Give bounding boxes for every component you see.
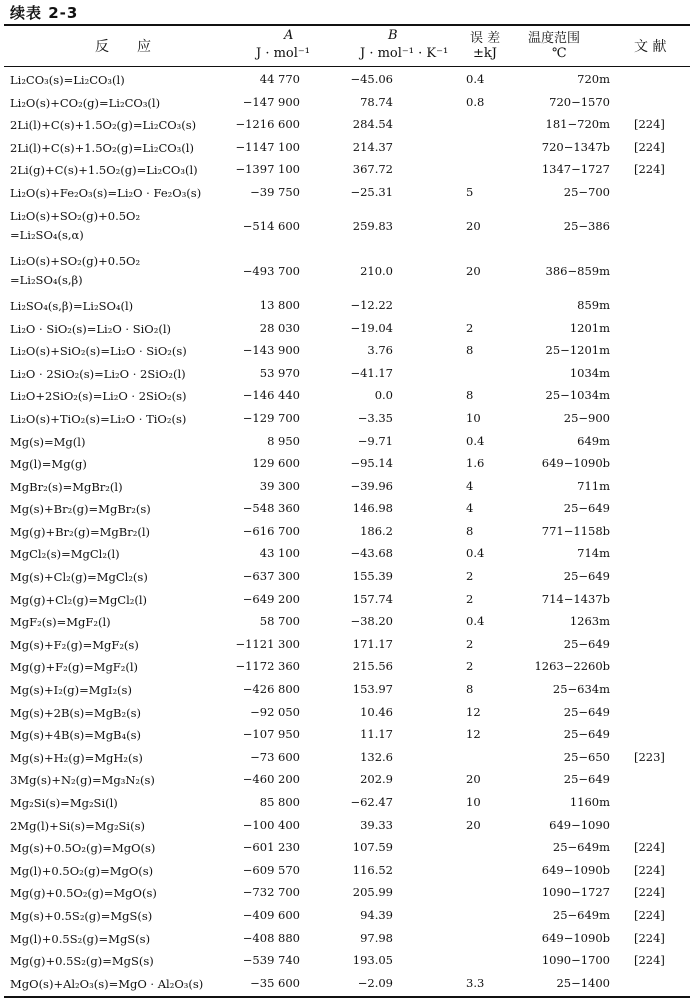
reaction-cell: Mg(s)+2B(s)=MgB₂(s): [10, 705, 141, 720]
error-cell: 8: [466, 388, 474, 403]
a-value-cell: −1397 100: [235, 162, 300, 177]
b-value-cell: 214.37: [352, 139, 393, 154]
a-value-cell: −609 570: [242, 862, 300, 877]
a-value-cell: −493 700: [242, 263, 300, 278]
table-row: [0, 339, 693, 362]
a-value-cell: −460 200: [242, 772, 300, 787]
reaction-cell: Mg(g)+F₂(g)=MgF₂(l): [10, 660, 139, 675]
temperature-range-cell: 771−1158b: [541, 523, 610, 538]
reaction-cell: Mg(g)+0.5O₂(g)=MgO(s): [10, 886, 157, 901]
table-row: [0, 452, 693, 475]
b-value-cell: 367.72: [352, 162, 393, 177]
b-value-cell: 155.39: [352, 569, 393, 584]
table-row: [0, 610, 693, 633]
table-row: [0, 633, 693, 656]
table-row: [0, 520, 693, 543]
a-value-cell: −129 700: [242, 410, 300, 425]
table-row: [0, 542, 693, 565]
error-cell: 20: [466, 218, 481, 233]
table-row: [0, 678, 693, 701]
reaction-cell: MgBr₂(s)=MgBr₂(l): [10, 479, 123, 494]
reaction-cell: [10, 207, 140, 245]
b-value-cell: 146.98: [352, 501, 393, 516]
b-value-cell: 284.54: [352, 117, 393, 132]
header-temperature-unit: ℃: [552, 46, 567, 61]
header-error: 误 差: [470, 31, 501, 46]
reference-cell: [224]: [634, 907, 665, 922]
error-cell: 12: [466, 727, 481, 742]
bottom-rule: [4, 996, 690, 998]
table-row: [0, 881, 693, 904]
a-value-cell: −143 900: [242, 343, 300, 358]
table-row: [0, 158, 693, 181]
temperature-range-cell: 25−649: [563, 636, 610, 651]
reaction-cell: Mg(g)+0.5S₂(g)=MgS(s): [10, 954, 154, 969]
table-row: [0, 294, 693, 317]
reaction-cell: Mg(l)+0.5O₂(g)=MgO(s): [10, 863, 154, 878]
error-cell: 0.4: [466, 433, 485, 448]
table-row: [0, 249, 693, 294]
a-value-cell: 58 700: [259, 614, 300, 629]
table-row: [0, 972, 693, 995]
reaction-cell: 2Li(l)+C(s)+1.5O₂(g)=Li₂CO₃(s): [10, 118, 197, 133]
a-value-cell: −409 600: [242, 907, 300, 922]
b-value-cell: −39.96: [350, 478, 393, 493]
temperature-range-cell: 1090−1700: [541, 953, 610, 968]
b-value-cell: 171.17: [352, 636, 393, 651]
b-value-cell: 94.39: [360, 907, 393, 922]
b-value-cell: 205.99: [352, 885, 393, 900]
reference-cell: [223]: [634, 749, 665, 764]
reaction-cell: Mg(s)+4B(s)=MgB₄(s): [10, 728, 141, 743]
reaction-line-2: =Li₂SO₄(s,β): [10, 272, 83, 287]
header-reaction: 反 应: [95, 39, 151, 55]
temperature-range-cell: 859m: [577, 297, 610, 312]
b-value-cell: −62.47: [350, 795, 393, 809]
b-value-cell: −9.71: [357, 433, 393, 448]
table-row: [0, 384, 693, 407]
b-value-cell: −45.06: [350, 72, 393, 86]
reference-cell: [224]: [634, 953, 665, 968]
a-value-cell: 44 770: [259, 72, 300, 86]
b-value-cell: 39.33: [360, 817, 393, 832]
reaction-cell: Mg(l)+0.5S₂(g)=MgS(s): [10, 931, 151, 946]
a-value-cell: −616 700: [242, 523, 300, 538]
temperature-range-cell: 649−1090b: [541, 456, 610, 471]
reaction-cell: Li₂O · SiO₂(s)=Li₂O · SiO₂(l): [10, 321, 171, 336]
a-value-cell: 28 030: [259, 320, 300, 335]
header-temperature: 温度范围: [528, 31, 581, 46]
error-cell: 0.8: [466, 94, 485, 109]
reaction-cell: Li₂O(s)+Fe₂O₃(s)=Li₂O · Fe₂O₃(s): [10, 185, 202, 200]
error-cell: 2: [466, 591, 474, 606]
temperature-range-cell: 649−1090: [549, 817, 610, 832]
error-cell: 4: [466, 501, 474, 516]
a-value-cell: −601 230: [242, 840, 300, 855]
temperature-range-cell: 1263−2260b: [534, 659, 610, 674]
error-cell: 0.4: [466, 614, 485, 629]
temperature-range-cell: 1160m: [569, 795, 610, 809]
reaction-cell: Mg(s)+H₂(g)=MgH₂(s): [10, 750, 143, 765]
reference-cell: [224]: [634, 862, 665, 877]
reaction-cell: Mg(g)+Cl₂(g)=MgCl₂(l): [10, 592, 148, 607]
error-cell: 2: [466, 320, 474, 335]
temperature-range-cell: 25−386: [563, 218, 610, 233]
a-value-cell: 129 600: [252, 456, 300, 471]
temperature-range-cell: 25−649: [563, 569, 610, 584]
header-a-unit: J · mol⁻¹: [256, 46, 310, 61]
b-value-cell: 78.74: [360, 94, 393, 109]
reference-cell: [224]: [634, 117, 665, 132]
temperature-range-cell: 25−1034m: [545, 388, 610, 403]
temperature-range-cell: 25−700: [563, 184, 610, 199]
b-value-cell: −43.68: [350, 546, 393, 561]
error-cell: 10: [466, 795, 481, 809]
a-value-cell: 13 800: [259, 297, 300, 312]
reference-cell: [224]: [634, 840, 665, 855]
b-value-cell: 3.76: [367, 343, 393, 358]
temperature-range-cell: 1347−1727: [541, 162, 610, 177]
table-row: [0, 475, 693, 498]
reference-cell: [224]: [634, 139, 665, 154]
reaction-line-2: =Li₂SO₄(s,α): [10, 227, 84, 242]
error-cell: 8: [466, 682, 474, 697]
error-cell: 8: [466, 343, 474, 358]
error-cell: 2: [466, 569, 474, 584]
temperature-range-cell: 1201m: [569, 320, 610, 335]
table-row: [0, 113, 693, 136]
temperature-range-cell: 1034m: [569, 365, 610, 380]
b-value-cell: −3.35: [357, 410, 393, 425]
reaction-cell: 2Li(l)+C(s)+1.5O₂(g)=Li₂CO₃(l): [10, 140, 194, 155]
temperature-range-cell: 25−649m: [552, 907, 610, 922]
header-b-symbol: B: [388, 28, 398, 43]
error-cell: 20: [466, 772, 481, 787]
b-value-cell: 10.46: [360, 704, 393, 719]
a-value-cell: −514 600: [242, 218, 300, 233]
table-row: [0, 68, 693, 91]
temperature-range-cell: 714−1437b: [541, 591, 610, 606]
reaction-cell: Mg(s)+Br₂(g)=MgBr₂(s): [10, 502, 151, 517]
temperature-range-cell: 25−650: [563, 749, 610, 764]
header-a-symbol: A: [284, 28, 294, 43]
table-row: [0, 814, 693, 837]
temperature-range-cell: 25−1201m: [545, 343, 610, 358]
temperature-range-cell: 25−649m: [552, 840, 610, 855]
a-value-cell: −649 200: [242, 591, 300, 606]
header-error-unit: ±kJ: [473, 46, 497, 61]
a-value-cell: 53 970: [259, 365, 300, 380]
reaction-cell: MgO(s)+Al₂O₃(s)=MgO · Al₂O₃(s): [10, 976, 204, 991]
header-reference: 文 献: [634, 39, 667, 55]
a-value-cell: −92 050: [250, 704, 300, 719]
b-value-cell: 107.59: [352, 840, 393, 855]
table-row: [0, 746, 693, 769]
reaction-line-1: Li₂O(s)+SO₂(g)+0.5O₂: [10, 208, 141, 223]
b-value-cell: 132.6: [360, 749, 393, 764]
temperature-range-cell: 1090−1727: [541, 885, 610, 900]
b-value-cell: 259.83: [352, 218, 393, 233]
temperature-range-cell: 386−859m: [545, 263, 610, 278]
a-value-cell: −408 880: [242, 930, 300, 945]
table-row: [0, 791, 693, 814]
a-value-cell: −35 600: [250, 975, 300, 990]
reaction-cell: Mg(s)+Cl₂(g)=MgCl₂(s): [10, 570, 148, 585]
reaction-cell: 3Mg(s)+N₂(g)=Mg₃N₂(s): [10, 773, 155, 788]
a-value-cell: −637 300: [242, 569, 300, 584]
temperature-range-cell: 25−649: [563, 772, 610, 787]
table-row: [0, 181, 693, 204]
b-value-cell: −25.31: [350, 184, 393, 199]
table-row: [0, 723, 693, 746]
table-row: [0, 204, 693, 249]
table-caption: 续表 2-3: [10, 4, 79, 22]
b-value-cell: −12.22: [350, 297, 393, 312]
reference-cell: [224]: [634, 930, 665, 945]
temperature-range-cell: 649m: [577, 433, 610, 448]
table-row: [0, 430, 693, 453]
b-value-cell: 116.52: [352, 862, 393, 877]
b-value-cell: 11.17: [360, 727, 393, 742]
table-body: [0, 68, 693, 994]
error-cell: 1.6: [466, 456, 485, 471]
reaction-line-1: Li₂O(s)+SO₂(g)+0.5O₂: [10, 253, 141, 268]
reaction-cell: Li₂SO₄(s,β)=Li₂SO₄(l): [10, 298, 134, 313]
reaction-cell: Li₂O(s)+CO₂(g)=Li₂CO₃(l): [10, 95, 161, 110]
temperature-range-cell: 25−649: [563, 704, 610, 719]
temperature-range-cell: 181−720m: [545, 117, 610, 132]
a-value-cell: −1172 360: [235, 659, 300, 674]
reaction-cell: MgCl₂(s)=MgCl₂(l): [10, 547, 120, 562]
table-row: [0, 836, 693, 859]
table-row: [0, 407, 693, 430]
reference-cell: [224]: [634, 885, 665, 900]
table-row: [0, 655, 693, 678]
a-value-cell: −100 400: [242, 817, 300, 832]
error-cell: 2: [466, 659, 474, 674]
temperature-range-cell: 720m: [577, 72, 610, 86]
reaction-cell: Mg(s)+0.5O₂(g)=MgO(s): [10, 841, 156, 856]
error-cell: 8: [466, 523, 474, 538]
table-row: [0, 91, 693, 114]
b-value-cell: 215.56: [352, 659, 393, 674]
temperature-range-cell: 720−1570: [549, 94, 610, 109]
b-value-cell: 0.0: [374, 388, 393, 403]
a-value-cell: −1121 300: [235, 636, 300, 651]
header-b-unit: J · mol⁻¹ · K⁻¹: [360, 46, 449, 61]
reaction-cell: Li₂O · 2SiO₂(s)=Li₂O · 2SiO₂(l): [10, 366, 186, 381]
table-row: [0, 136, 693, 159]
reference-cell: [224]: [634, 162, 665, 177]
a-value-cell: −146 440: [242, 388, 300, 403]
temperature-range-cell: 720−1347b: [541, 139, 610, 154]
table-row: [0, 565, 693, 588]
table-row: [0, 588, 693, 611]
error-cell: 12: [466, 704, 481, 719]
temperature-range-cell: 714m: [577, 546, 610, 561]
top-rule: [4, 24, 690, 26]
reaction-cell: [10, 252, 140, 290]
reaction-cell: Mg(s)=Mg(l): [10, 434, 86, 449]
a-value-cell: −1216 600: [235, 117, 300, 132]
temperature-range-cell: 649−1090b: [541, 930, 610, 945]
table-row: [0, 768, 693, 791]
temperature-range-cell: 25−1400: [556, 975, 610, 990]
reaction-cell: MgF₂(s)=MgF₂(l): [10, 615, 111, 630]
error-cell: 2: [466, 636, 474, 651]
b-value-cell: 210.0: [360, 263, 393, 278]
reaction-cell: 2Mg(l)+Si(s)=Mg₂Si(s): [10, 818, 145, 833]
reaction-cell: Mg(s)+0.5S₂(g)=MgS(s): [10, 908, 153, 923]
a-value-cell: −548 360: [242, 501, 300, 516]
error-cell: 3.3: [466, 975, 485, 990]
b-value-cell: −38.20: [350, 614, 393, 629]
a-value-cell: −732 700: [242, 885, 300, 900]
temperature-range-cell: 25−649: [563, 727, 610, 742]
reaction-cell: Mg(g)+Br₂(g)=MgBr₂(l): [10, 524, 150, 539]
reaction-cell: Li₂O(s)+SiO₂(s)=Li₂O · SiO₂(s): [10, 344, 187, 359]
table-row: [0, 317, 693, 340]
b-value-cell: 202.9: [360, 772, 393, 787]
table-row: [0, 927, 693, 950]
error-cell: 10: [466, 410, 481, 425]
reaction-cell: Li₂O+2SiO₂(s)=Li₂O · 2SiO₂(s): [10, 389, 187, 404]
a-value-cell: −539 740: [242, 953, 300, 968]
temperature-range-cell: 711m: [577, 478, 610, 493]
a-value-cell: 39 300: [259, 478, 300, 493]
reaction-cell: Mg₂Si(s)=Mg₂Si(l): [10, 796, 118, 810]
b-value-cell: −2.09: [357, 975, 393, 990]
reaction-cell: Mg(s)+F₂(g)=MgF₂(s): [10, 637, 139, 652]
reaction-cell: Li₂O(s)+TiO₂(s)=Li₂O · TiO₂(s): [10, 411, 187, 426]
temperature-range-cell: 25−900: [563, 410, 610, 425]
b-value-cell: 186.2: [360, 523, 393, 538]
reaction-cell: Mg(s)+I₂(g)=MgI₂(s): [10, 683, 132, 698]
temperature-range-cell: 649−1090b: [541, 862, 610, 877]
a-value-cell: 43 100: [259, 546, 300, 561]
a-value-cell: −147 900: [242, 94, 300, 109]
table-row: [0, 904, 693, 927]
temperature-range-cell: 25−634m: [552, 682, 610, 697]
a-value-cell: 8 950: [267, 433, 300, 448]
a-value-cell: 85 800: [259, 795, 300, 809]
b-value-cell: −19.04: [350, 320, 393, 335]
a-value-cell: −73 600: [250, 749, 300, 764]
temperature-range-cell: 1263m: [569, 614, 610, 629]
b-value-cell: −95.14: [350, 456, 393, 471]
reaction-cell: Li₂CO₃(s)=Li₂CO₃(l): [10, 73, 125, 87]
b-value-cell: 157.74: [352, 591, 393, 606]
error-cell: 4: [466, 478, 474, 493]
a-value-cell: −1147 100: [235, 139, 300, 154]
temperature-range-cell: 25−649: [563, 501, 610, 516]
error-cell: 0.4: [466, 72, 485, 86]
b-value-cell: 97.98: [360, 930, 393, 945]
table-row: [0, 362, 693, 385]
b-value-cell: 193.05: [352, 953, 393, 968]
header-rule: [4, 66, 690, 67]
error-cell: 5: [466, 184, 474, 199]
a-value-cell: −39 750: [250, 184, 300, 199]
table-row: [0, 497, 693, 520]
b-value-cell: −41.17: [350, 365, 393, 380]
error-cell: 20: [466, 263, 481, 278]
reaction-cell: 2Li(g)+C(s)+1.5O₂(g)=Li₂CO₃(l): [10, 163, 198, 178]
table-row: [0, 859, 693, 882]
table-row: [0, 949, 693, 972]
table-row: [0, 701, 693, 724]
a-value-cell: −107 950: [242, 727, 300, 742]
error-cell: 20: [466, 817, 481, 832]
reaction-cell: Mg(l)=Mg(g): [10, 457, 87, 472]
error-cell: 0.4: [466, 546, 485, 561]
b-value-cell: 153.97: [352, 682, 393, 697]
a-value-cell: −426 800: [242, 682, 300, 697]
